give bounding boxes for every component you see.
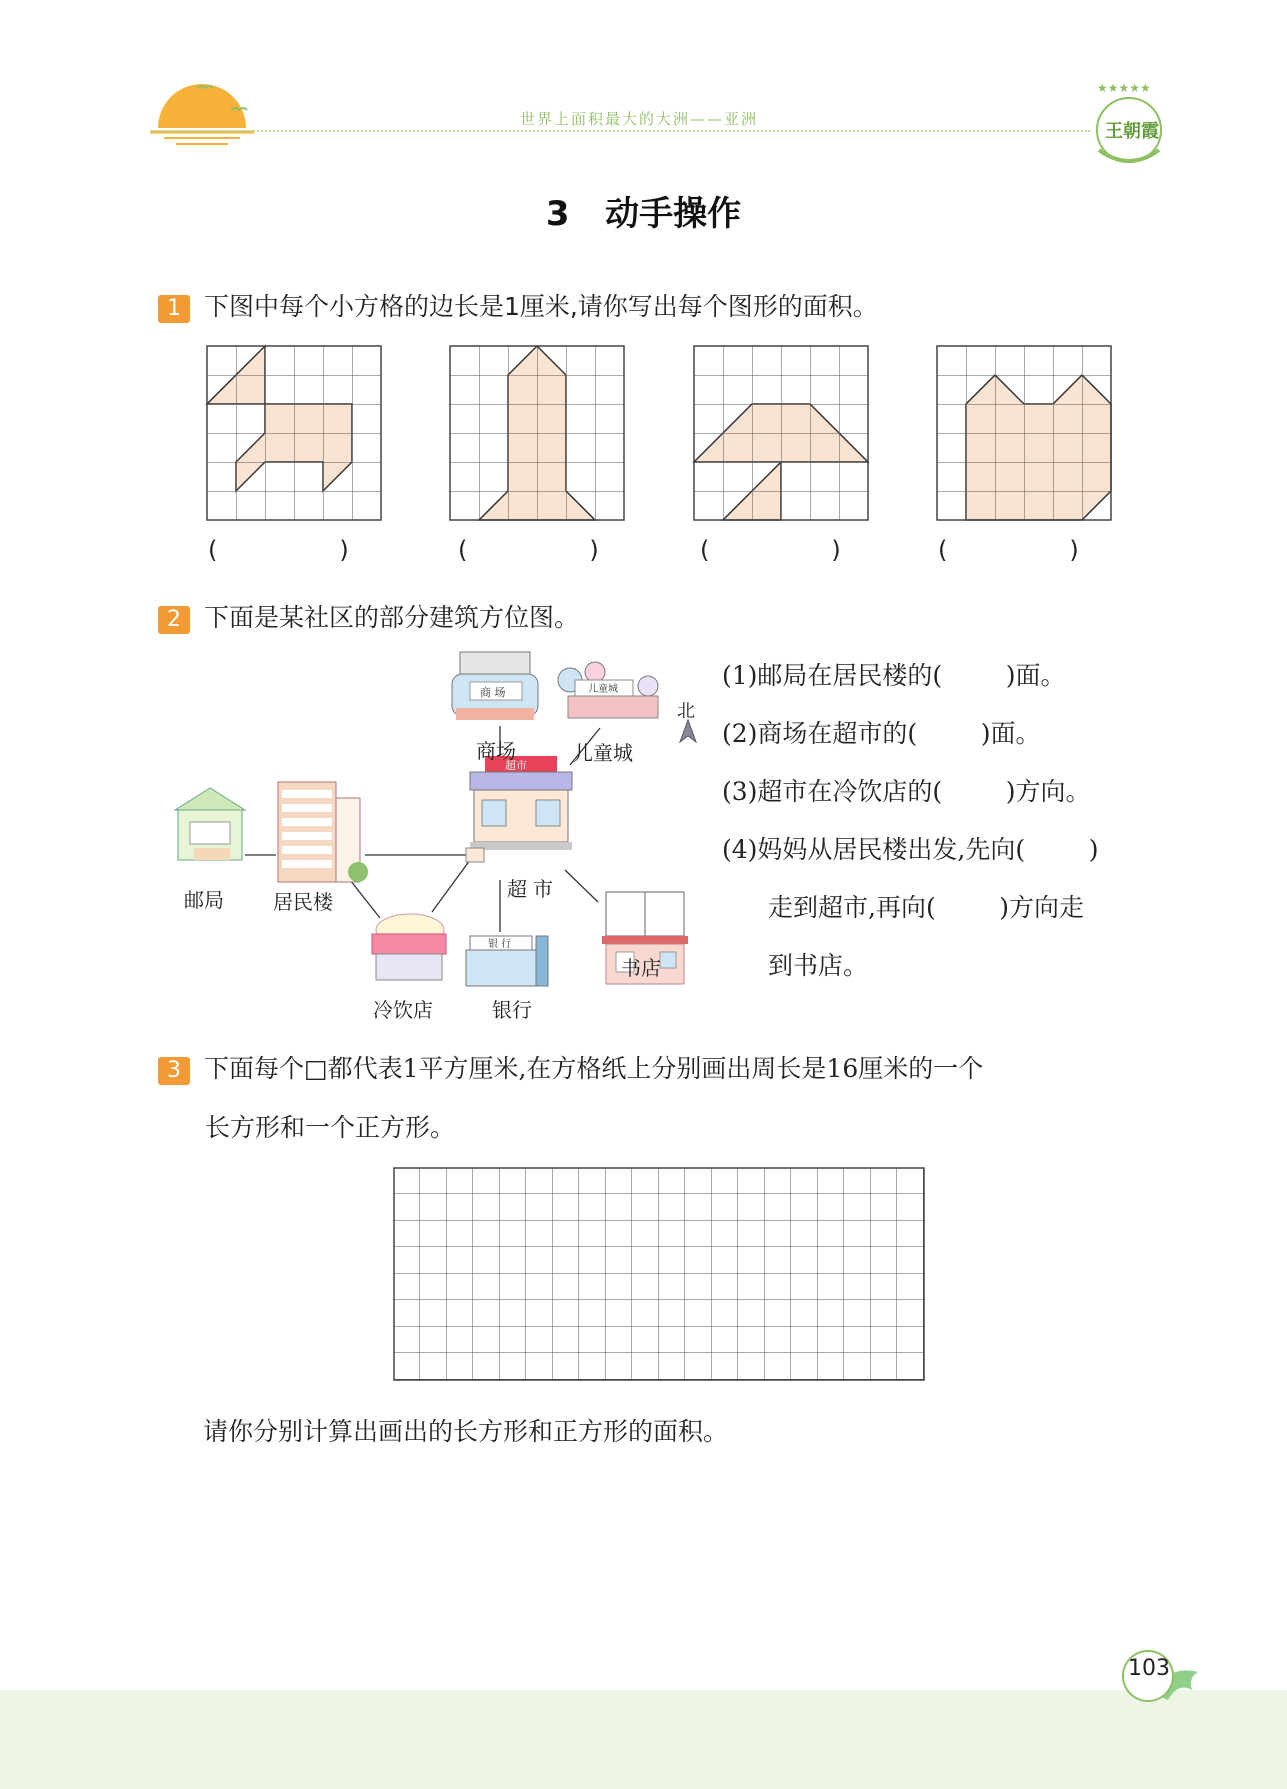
page-number: 103 — [1128, 1656, 1170, 1681]
map-label-bookstore: 书店 — [621, 956, 661, 980]
grid-shape-a — [207, 346, 381, 520]
grid-shape-b — [450, 346, 624, 520]
map-label-mall: 商场 — [476, 739, 516, 763]
logo-text: 王朝霞 — [1105, 121, 1159, 142]
north-arrow-icon — [680, 720, 696, 742]
page-title: 3 动手操作 — [545, 194, 742, 234]
question-1-number: 1 — [158, 295, 190, 323]
cold-drink-shop-icon — [372, 914, 446, 980]
question-2-text: 下面是某社区的部分建筑方位图。 — [203, 603, 579, 632]
grid-shape-c — [694, 346, 868, 520]
subquestion-4-line3: 到书店。 — [768, 951, 869, 980]
subquestion-4: (4)妈妈从居民楼出发,先向( ) — [722, 835, 1099, 864]
subquestion-2: (2)商场在超市的( )面。 — [722, 719, 1041, 748]
subquestion-3: (3)超市在冷饮店的( )方向。 — [722, 777, 1091, 806]
question-3-number: 3 — [158, 1057, 190, 1085]
drawing-grid[interactable] — [393, 1167, 925, 1383]
question-3-followup: 请你分别计算出画出的长方形和正方形的面积。 — [203, 1417, 729, 1446]
question-3 — [158, 1049, 983, 1085]
question-1 — [158, 287, 878, 323]
mall-sign: 商 场 — [480, 686, 506, 699]
answer-blank-a[interactable]: ( ) — [208, 536, 349, 564]
question-2 — [158, 598, 579, 634]
area-shapes-figure — [200, 342, 1120, 522]
map-label-post-office: 邮局 — [184, 888, 224, 912]
answer-blank-d[interactable]: ( ) — [938, 536, 1079, 564]
kids-city-sign: 儿童城 — [588, 684, 618, 695]
subquestion-1: (1)邮局在居民楼的( )面。 — [722, 661, 1066, 690]
map-label-north: 北 — [677, 701, 695, 722]
bank-sign: 银 行 — [488, 939, 512, 950]
answer-blank-b[interactable]: ( ) — [458, 536, 599, 564]
grid-shape-d — [937, 346, 1111, 520]
running-title: 世界上面积最大的大洲——亚洲 — [520, 110, 759, 128]
birds-icon — [195, 82, 255, 126]
question-3-text: 下面每个□都代表1平方厘米,在方格纸上分别画出周长是16厘米的一个 — [203, 1054, 984, 1083]
supermarket-sign: 超市 — [505, 759, 527, 772]
map-label-residential: 居民楼 — [273, 890, 333, 914]
residential-building-icon — [278, 782, 368, 882]
publisher-logo — [1085, 80, 1175, 174]
map-label-bank: 银行 — [492, 998, 532, 1022]
footer-band — [0, 1690, 1287, 1789]
question-2-number: 2 — [158, 606, 190, 634]
map-label-supermarket: 超市 — [507, 877, 559, 901]
mailbox-icon — [466, 848, 484, 862]
question-1-text: 下图中每个小方格的边长是1厘米,请你写出每个图形的面积。 — [203, 292, 878, 321]
map-label-kids-city: 儿童城 — [573, 741, 633, 765]
answer-blank-c[interactable]: ( ) — [700, 536, 841, 564]
header-divider — [150, 130, 1090, 132]
svg-text:★★★★★: ★★★★★ — [1097, 81, 1151, 95]
map-label-cold-drink: 冷饮店 — [373, 998, 433, 1022]
post-office-building-icon — [175, 788, 245, 860]
subquestion-4-line2: 走到超市,再向( )方向走 — [768, 893, 1085, 922]
question-3-text-line2: 长方形和一个正方形。 — [205, 1113, 456, 1142]
